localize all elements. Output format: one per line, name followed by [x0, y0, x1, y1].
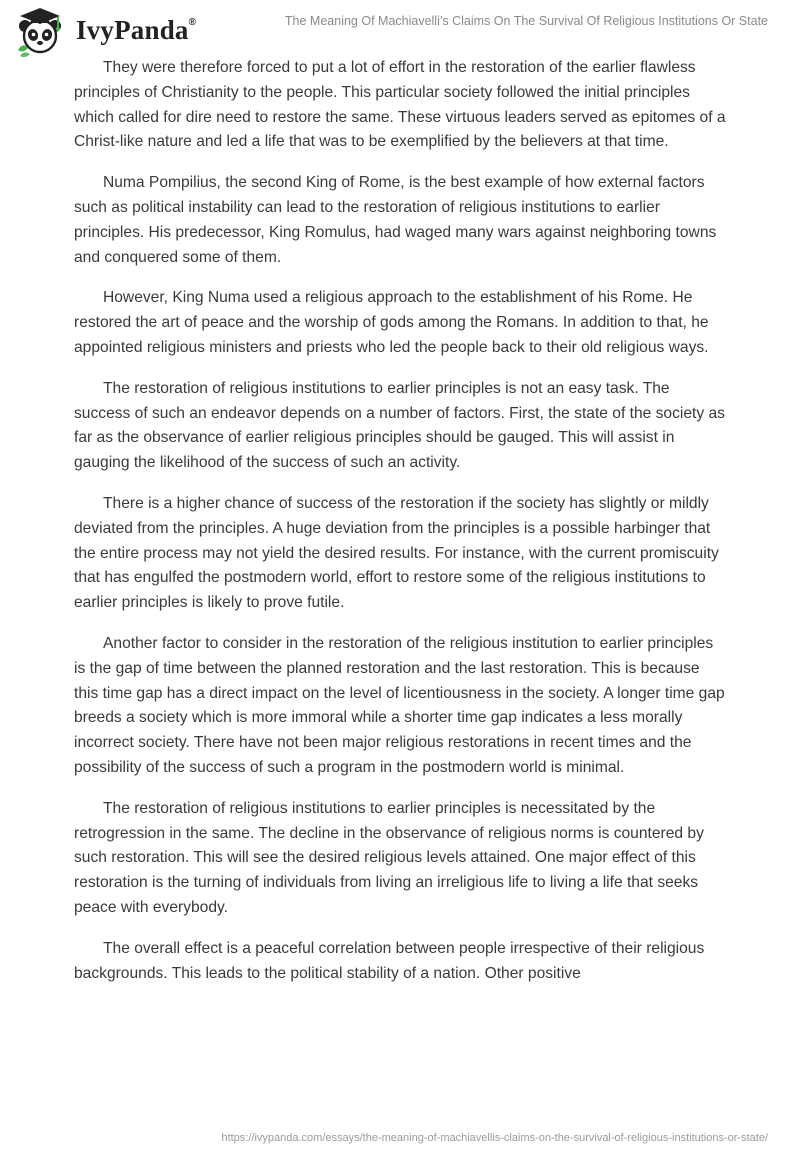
registered-mark: ®	[188, 17, 197, 28]
source-url[interactable]: https://ivypanda.com/essays/the-meaning-of-machiavellis-claims-on-the-survival-of-religious-institutions-or-state/	[221, 1132, 768, 1144]
paragraph: There is a higher chance of success of the restoration if the society has slightly or mildly deviated from the principles. A huge deviation from the principles is a possible harbinger that the entire process may not yield the desired results. For instance, with the current promiscuity that has engulfed the postmodern world, effort to restore some of the religious institutions to earlier principles is likely to prove futile.	[74, 494, 719, 612]
essay-body	[74, 56, 726, 1002]
page-header	[0, 0, 800, 60]
brand-text: IvyPanda	[76, 15, 189, 45]
paragraph: Numa Pompilius, the second King of Rome, is the best example of how external factors such as political instability can lead to the restoration of religious institutions to earlier principles. His predecessor, King Romulus, had waged many wars against neighboring towns and conquered some of them.	[74, 174, 717, 266]
paragraph: The restoration of religious institutions to earlier principles is not an easy task. The success of such an endeavor depends on a number of factors. First, the state of the society as far as the observance of earlier religious principles should be gauged. This will assist in gauging the likelihood of the success of such an activity.	[74, 379, 725, 472]
paragraph: They were therefore forced to put a lot of effort in the restoration of the earlier flawless principles of Christianity to the people. This particular society followed the initial principles which called for dire need to restore the same. These virtuous leaders served as epitomes of a Christ-like nature and led a life that was to be exemplified by the believers at that time.	[74, 59, 726, 151]
paragraph: The restoration of religious institutions to earlier principles is necessitated by the retrogression in the same. The decline in the observance of religious norms is countered by such restoration. This will see the desired religious levels attained. One major effect of this restoration is the turning of individuals from living an irreligious life to living a life that seeks peace with everybody.	[74, 799, 704, 916]
panda-logo-icon[interactable]	[14, 6, 66, 58]
paragraph: However, King Numa used a religious approach to the establishment of his Rome. He restored the art of peace and the worship of gods among the Romans. In addition to that, he appointed religious ministers and priests who led the people back to their old religious ways.	[74, 289, 709, 356]
document-title: The Meaning Of Machiavelli’s Claims On The Survival Of Religious Institutions Or State	[284, 14, 768, 28]
paragraph: The overall effect is a peaceful correlation between people irrespective of their religious backgrounds. This leads to the political stability of a nation. Other positive	[74, 939, 705, 982]
brand-name[interactable]	[76, 15, 196, 46]
paragraph: Another factor to consider in the restoration of the religious institution to earlier principles is the gap of time between the planned restoration and the last restoration. This is because this time gap has a direct impact on the level of licentiousness in the society. A longer time gap breeds a society which is more immoral while a shorter time gap indicates a less morally incorrect society. There have not been major religious restorations in recent times and the possibility of the success of such a program in the postmodern world is minimal.	[74, 634, 725, 776]
